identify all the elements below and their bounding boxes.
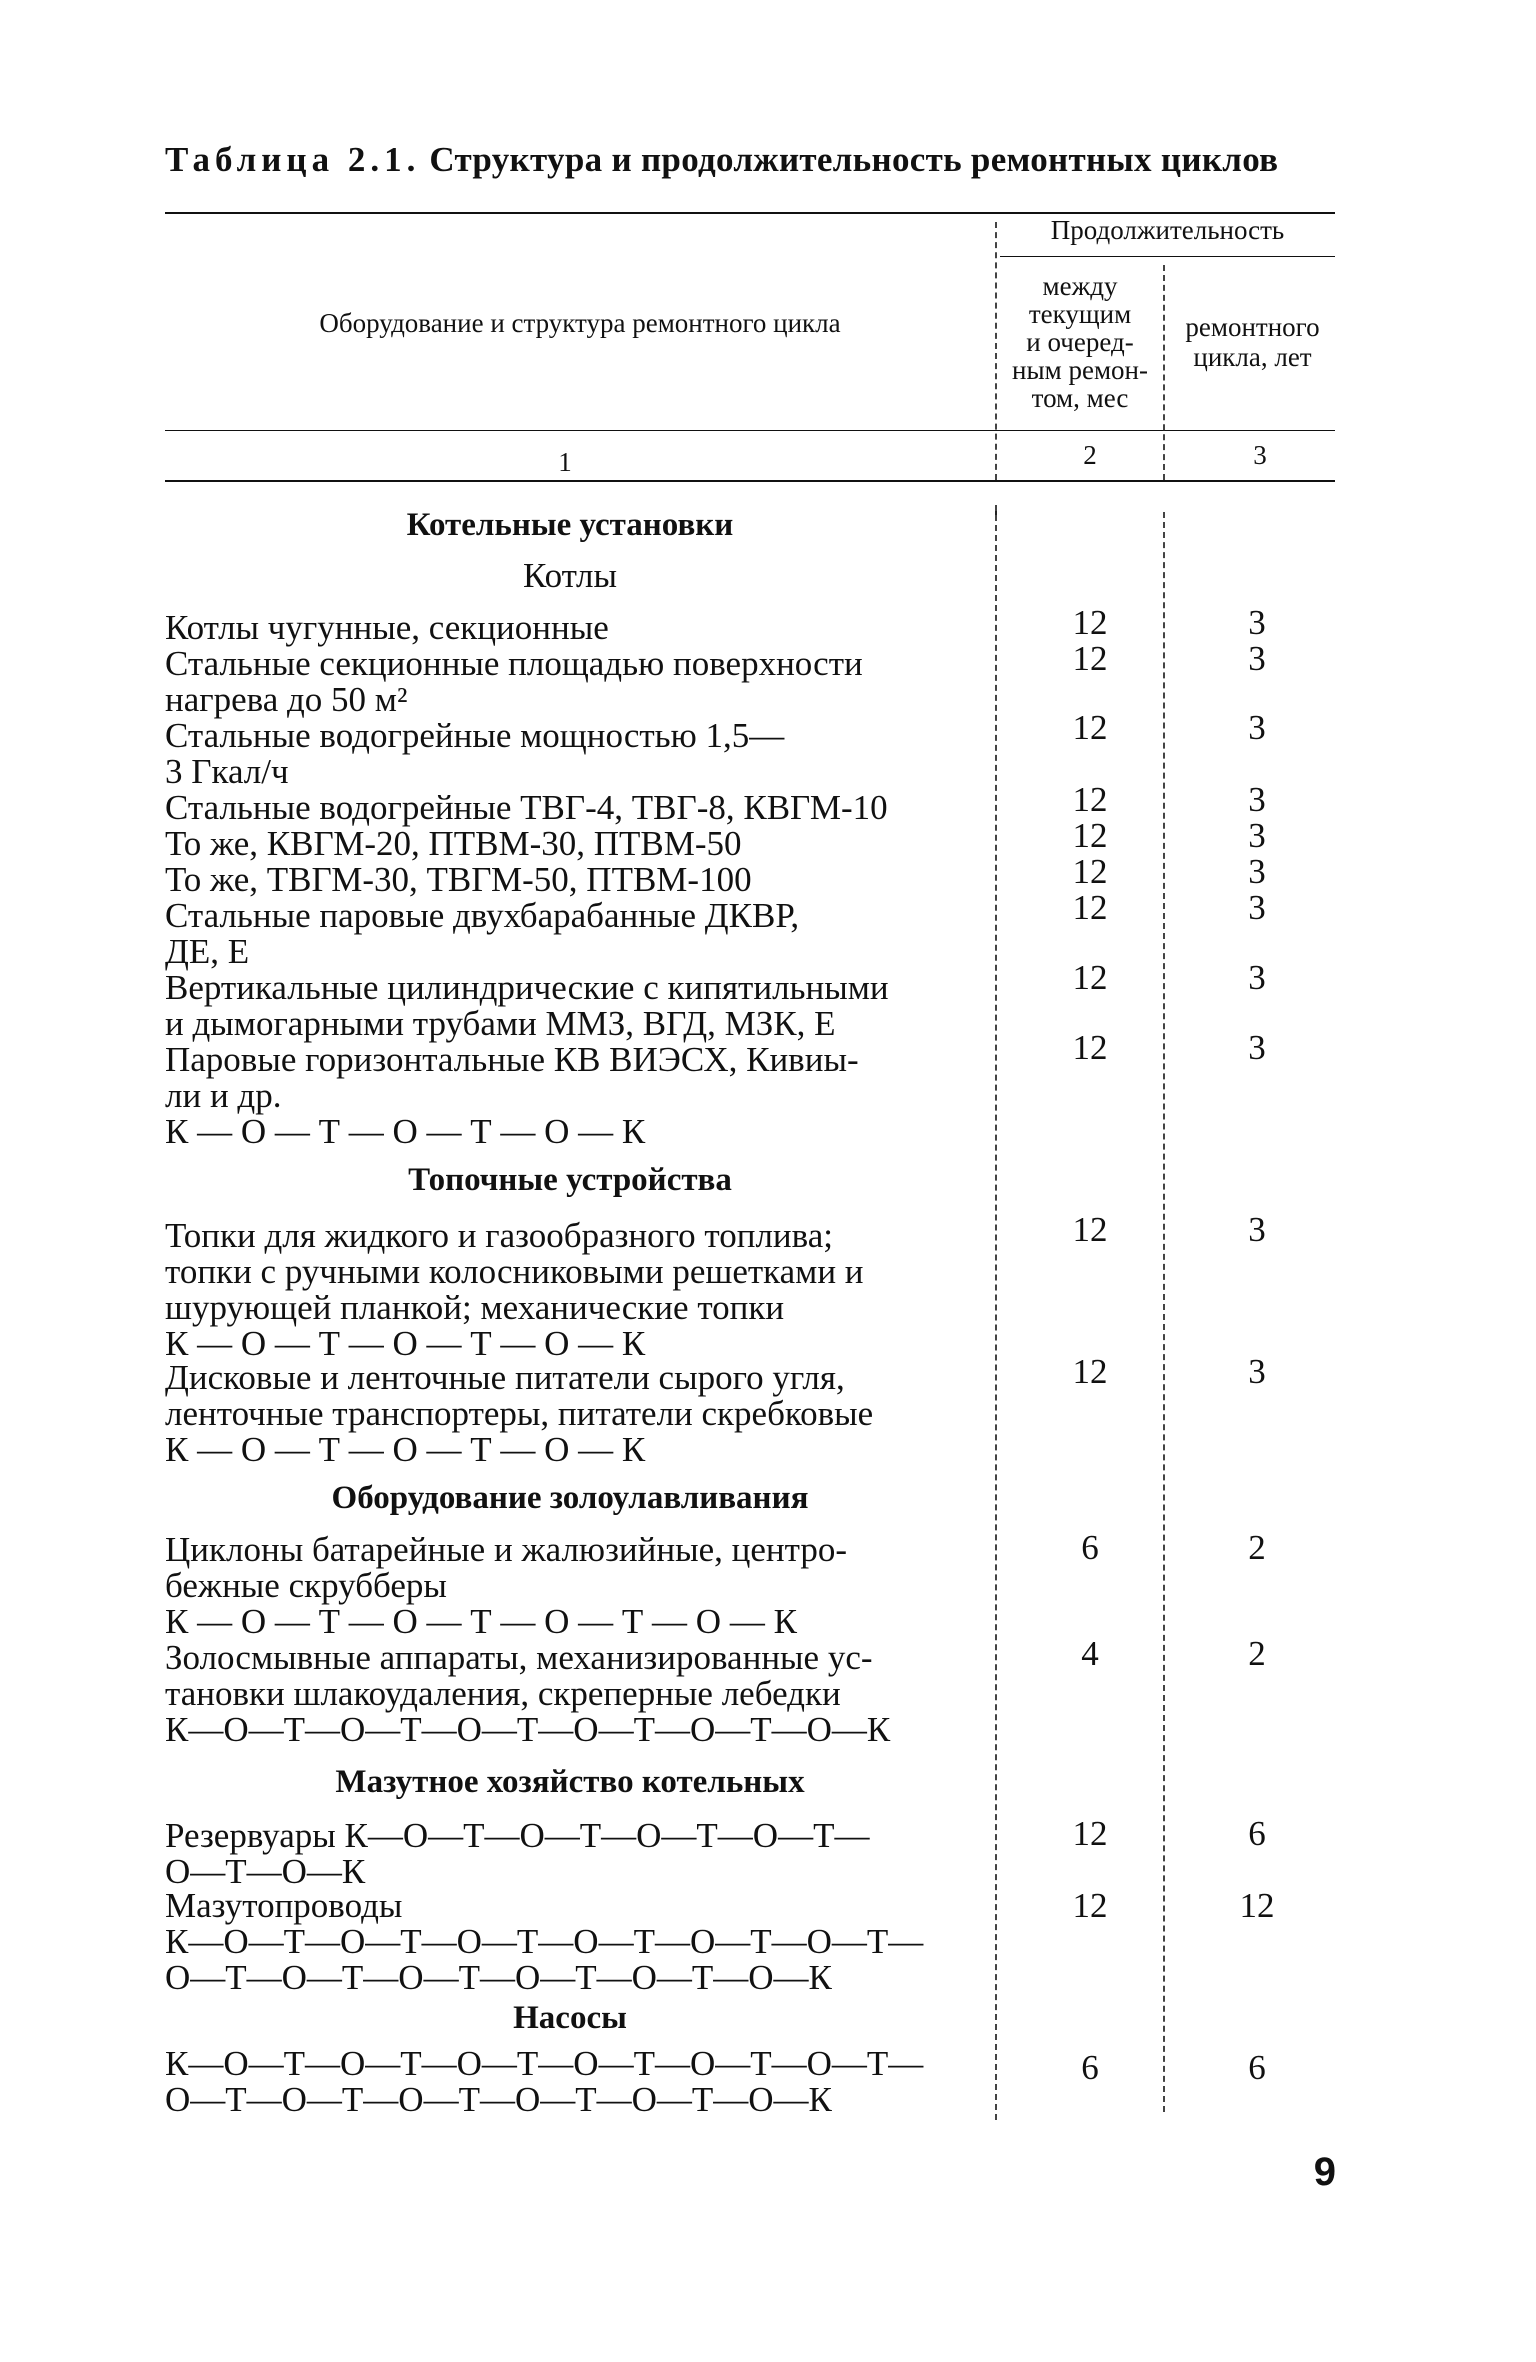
row-4-months: 12 (1072, 816, 1108, 855)
row-14-months: 12 (1072, 1886, 1108, 1925)
table-caption-label: Таблица 2.1. (165, 140, 421, 179)
header-col3-line: ремонтного (1185, 312, 1320, 342)
table-row-11: Циклоны батарейные и жалюзийные, центро- бежные скрубберы К — О — Т — О — Т — О — Т — О — К (165, 1530, 848, 1641)
page-number: 9 (1313, 2150, 1336, 2194)
row-12-years: 2 (1248, 1634, 1266, 1673)
table-row-4: То же, КВГМ-20, ПТВМ-30, ПТВМ-50 (165, 824, 742, 863)
table-row-7: Вертикальные цилиндрические с кипятильными и дымогарными трубами ММЗ, ВГД, МЗК, Е (165, 968, 889, 1043)
header-col3-line: цикла, лет (1193, 342, 1312, 372)
row-7-years: 3 (1248, 958, 1266, 997)
row-13-years: 6 (1248, 1814, 1266, 1853)
colnum-2: 2 (1083, 440, 1097, 470)
header-bottom-rule (165, 430, 1335, 431)
row-3-months: 12 (1072, 780, 1108, 819)
header-top-rule (165, 212, 1335, 214)
colnum-bottom-rule (165, 480, 1335, 482)
section-heading-furnaces: Топочные устройства (408, 1162, 732, 1198)
table-row-14: Мазутопроводы К—О—Т—О—Т—О—Т—О—Т—О—Т—О—Т— О—Т—О—Т—О—Т—О—Т—О—Т—О—К (165, 1886, 924, 1997)
table-row-5: То же, ТВГМ-30, ТВГМ-50, ПТВМ-100 (165, 860, 752, 899)
body-separator-2 (1163, 512, 1165, 2112)
row-14-years: 12 (1239, 1886, 1275, 1925)
row-0-years: 3 (1248, 603, 1266, 642)
row-12-months: 4 (1081, 1634, 1099, 1673)
colnum-1: 1 (558, 447, 572, 477)
row-8-years: 3 (1248, 1028, 1266, 1067)
row-15-years: 6 (1248, 2048, 1266, 2087)
header-duration: Продолжительность (1050, 215, 1285, 245)
row-0-months: 12 (1072, 603, 1108, 642)
row-15-months: 6 (1081, 2048, 1099, 2087)
row-13-months: 12 (1072, 1814, 1108, 1853)
row-10-months: 12 (1072, 1352, 1108, 1391)
table-caption-title: Структура и продолжительность ремонтных циклов (429, 140, 1279, 179)
table-row-2: Стальные водогрейные мощностью 1,5— 3 Гкал/ч (165, 716, 785, 791)
row-5-months: 12 (1072, 852, 1108, 891)
row-3-years: 3 (1248, 780, 1266, 819)
row-2-months: 12 (1072, 708, 1108, 747)
row-11-months: 6 (1081, 1528, 1099, 1567)
section-heading-fuel-oil: Мазутное хозяйство котельных (335, 1764, 805, 1800)
row-1-months: 12 (1072, 639, 1108, 678)
row-6-months: 12 (1072, 888, 1108, 927)
table-row-3: Стальные водогрейные ТВГ-4, ТВГ-8, КВГМ-10 (165, 788, 888, 827)
header-col2-line: текущим (1028, 299, 1132, 329)
row-7-months: 12 (1072, 958, 1108, 997)
duration-underline (1000, 256, 1335, 257)
row-2-years: 3 (1248, 708, 1266, 747)
colnum-3: 3 (1253, 440, 1267, 470)
body-separator-1 (995, 505, 997, 2120)
header-col2 (1000, 272, 1160, 412)
header-separator-2 (1163, 265, 1165, 480)
row-6-years: 3 (1248, 888, 1266, 927)
section-heading-ash: Оборудование золоулавливания (331, 1480, 809, 1516)
row-9-years: 3 (1248, 1210, 1266, 1249)
row-8-months: 12 (1072, 1028, 1108, 1067)
header-col2-line: ным ремон- (1012, 355, 1148, 385)
subsection-heading-boilers: Котлы (522, 556, 618, 595)
row-9-months: 12 (1072, 1210, 1108, 1249)
table-row-1: Стальные секционные площадью поверхности нагрева до 50 м² (165, 644, 863, 719)
section-heading-pumps: Насосы (513, 2000, 627, 2036)
row-5-years: 3 (1248, 852, 1266, 891)
table-row-10: Дисковые и ленточные питатели сырого угля, ленточные транспортеры, питатели скребковые К — О — Т — О — Т — О — К (165, 1358, 874, 1469)
table-row-15: К—О—Т—О—Т—О—Т—О—Т—О—Т—О—Т— О—Т—О—Т—О—Т—О—Т—О—Т—О—К (165, 2044, 924, 2119)
row-10-years: 3 (1248, 1352, 1266, 1391)
row-4-years: 3 (1248, 816, 1266, 855)
header-col2-line: том, мес (1031, 383, 1129, 413)
header-col2-line: между (1042, 271, 1118, 301)
table-row-13: Резервуары К—О—Т—О—Т—О—Т—О—Т— О—Т—О—К (165, 1816, 870, 1891)
table-row-6: Стальные паровые двухбарабанные ДКВР, ДЕ, Е (165, 896, 800, 971)
header-col3 (1170, 312, 1335, 372)
table-row-9: Топки для жидкого и газообразного топлива; топки с ручными колосниковыми решетками и шурующей планкой; механические топки К — О — Т — О — Т — О — К (165, 1216, 864, 1363)
row-11-years: 2 (1248, 1528, 1266, 1567)
table-caption (165, 140, 1340, 180)
row-1-years: 3 (1248, 639, 1266, 678)
section-heading-boilers: Котельные установки (406, 507, 734, 543)
header-col2-line: и очеред- (1026, 327, 1134, 357)
header-col1: Оборудование и структура ремонтного цикла (319, 308, 841, 338)
header-separator-1 (995, 222, 997, 480)
table-row-12: Золосмывные аппараты, механизированные ус- тановки шлакоудаления, скреперные лебедки К—О—Т—О—Т—О—Т—О—Т—О—Т—О—К (165, 1638, 891, 1749)
table-row-8: Паровые горизонтальные КВ ВИЭСХ, Кивиы- ли и др. К — О — Т — О — Т — О — К (165, 1040, 859, 1151)
table-row-0: Котлы чугунные, секционные (165, 608, 609, 647)
